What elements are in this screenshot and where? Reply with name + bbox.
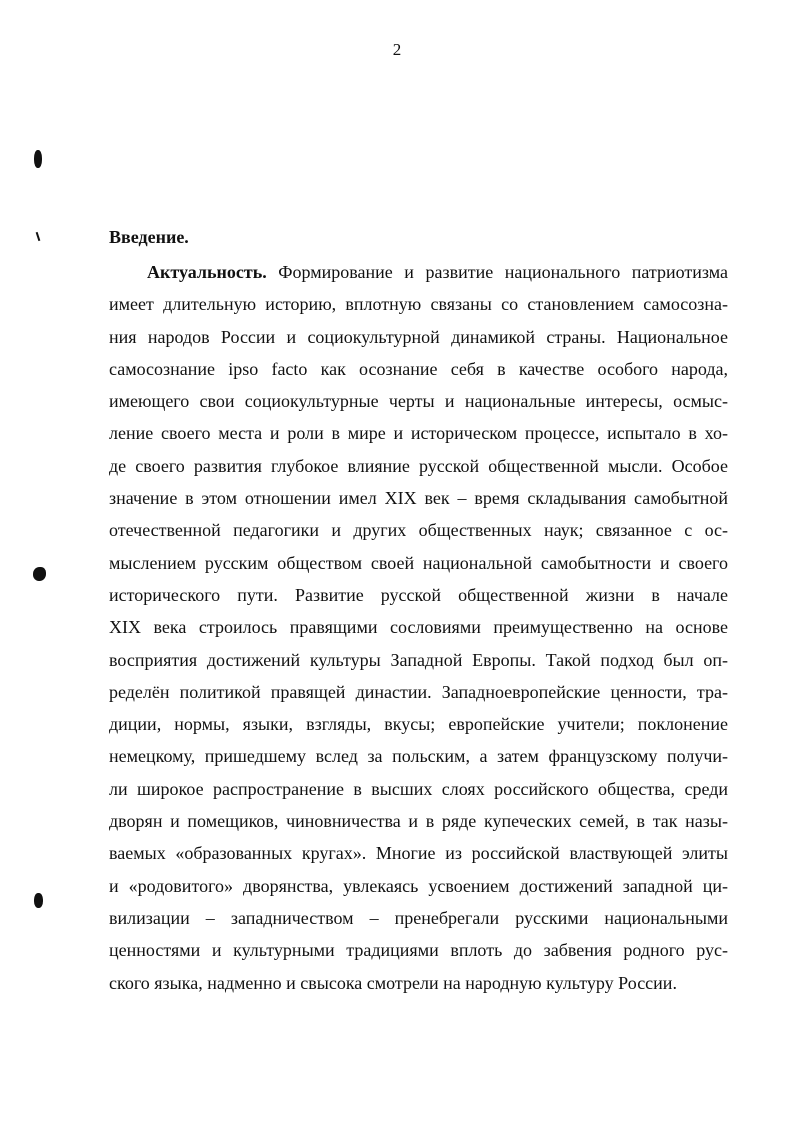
- paragraph-line: дворян и помещиков, чиновничества и в ряде купеческих семей, в так назы-: [109, 811, 728, 832]
- paragraph-line: имеющего свои социокультурные черты и национальные интересы, осмыс-: [109, 391, 728, 412]
- paragraph-line: вилизации – западничеством – пренебрегали русскими национальными: [109, 907, 728, 928]
- paragraph-line: де своего развития глубокое влияние русской общественной мысли. Особое: [109, 455, 728, 476]
- paragraph-line: ление своего места и роли в мире и историческом процессе, испытало в хо-: [109, 423, 728, 444]
- paragraph-line: значение в этом отношении имел XIX век – время складывания самобытной: [109, 488, 728, 509]
- lead-term: Актуальность.: [147, 262, 267, 282]
- paragraph-line: ли широкое распространение в высших слоях российского общества, среди: [109, 778, 728, 799]
- scan-artifact-mark: [34, 893, 43, 908]
- paragraph-line: восприятия достижений культуры Западной Европы. Такой подход был оп-: [109, 649, 728, 670]
- scan-artifact-mark: [34, 150, 42, 168]
- scan-artifact-mark: [36, 232, 41, 241]
- paragraph-line: ния народов России и социокультурной динамикой страны. Национальное: [109, 326, 728, 347]
- paragraph-line: и «родовитого» дворянства, увлекаясь усвоением достижений западной ци-: [109, 875, 728, 896]
- paragraph-line: ределён политикой правящей династии. Западноевропейские ценности, тра-: [109, 681, 728, 702]
- paragraph-line: Актуальность. Формирование и развитие национального патриотизма: [147, 262, 728, 282]
- paragraph-line: самосознание ipso facto как осознание себя в качестве особого народа,: [109, 358, 728, 379]
- paragraph-line: имеет длительную историю, вплотную связаны со становлением самосозна-: [109, 294, 728, 315]
- scan-artifact-mark: [33, 567, 46, 581]
- page-number: 2: [392, 40, 402, 59]
- paragraph-line: отечественной педагогики и других общественных наук; связанное с ос-: [109, 520, 728, 541]
- paragraph-line: исторического пути. Развитие русской общественной жизни в начале: [109, 584, 728, 605]
- paragraph-line: XIX века строилось правящими сословиями преимущественно на основе: [109, 617, 728, 638]
- paragraph-line: ского языка, надменно и свысока смотрели на народную культуру России.: [109, 972, 677, 993]
- introduction-paragraph: [109, 256, 728, 999]
- paragraph-line: ценностями и культурными традициями вплоть до забвения родного рус-: [109, 940, 728, 961]
- paragraph-line: диции, нормы, языки, взгляды, вкусы; европейские учители; поклонение: [109, 714, 728, 735]
- paragraph-line: немецкому, пришедшему вслед за польским, а затем французскому получи-: [109, 746, 728, 767]
- section-heading: Введение.: [109, 227, 189, 247]
- paragraph-line: ваемых «образованных кругах». Многие из российской властвующей элиты: [109, 843, 728, 864]
- paragraph-line: мыслением русским обществом своей национальной самобытности и своего: [109, 552, 728, 573]
